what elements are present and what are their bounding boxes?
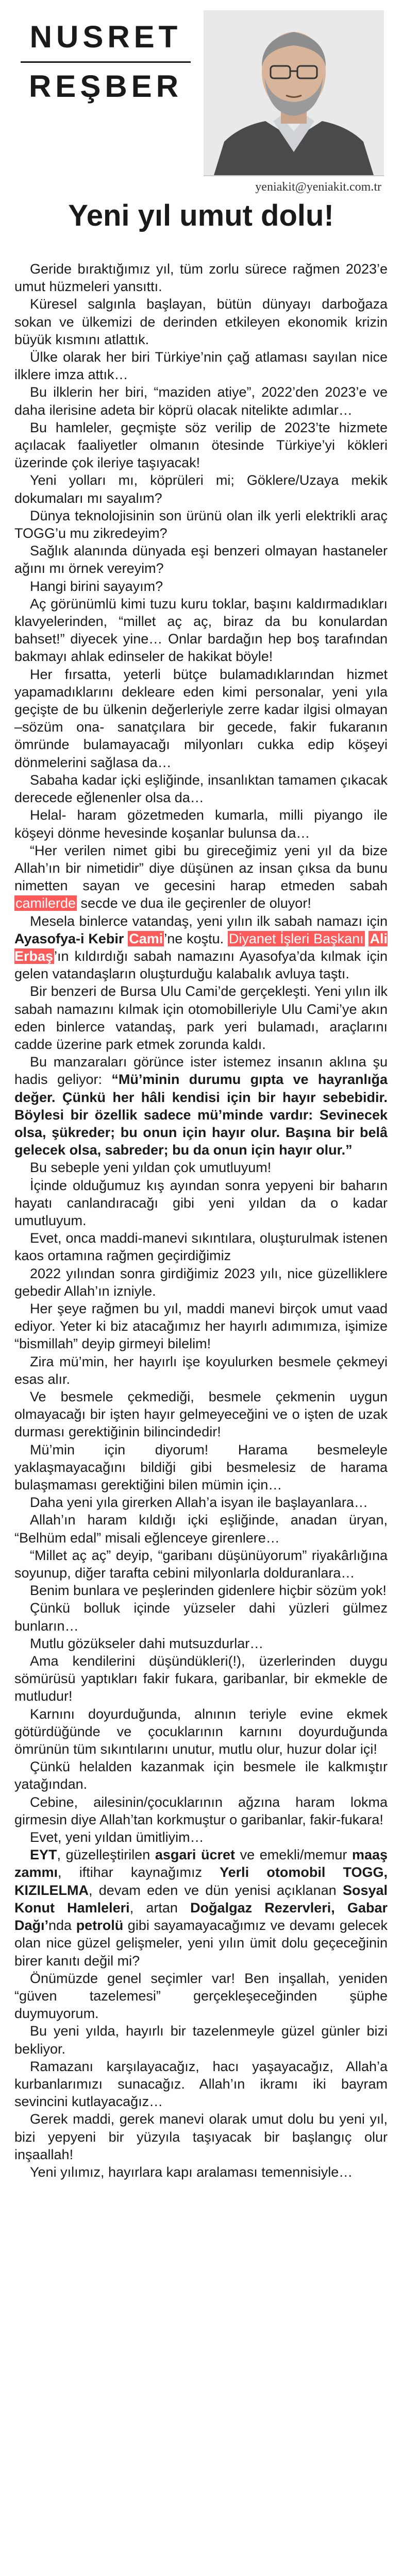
paragraph-text: Önümüzde genel seçimler var! Ben inşallah, yeniden “güven tazelemesi” gerçekleşeceğinden şüphe duymuyorum. — [14, 1970, 388, 2022]
article-paragraph — [14, 842, 388, 912]
article-paragraph — [14, 383, 388, 418]
article-paragraph — [14, 982, 388, 1053]
article-paragraph — [14, 1441, 388, 1494]
bold-text: Doğalgaz Rezervleri, Gabar Dağı’ — [14, 1900, 388, 1934]
article-paragraph — [14, 260, 388, 295]
bold-text: Yerli otomobil TOGG, KIZILELMA — [14, 1865, 388, 1898]
article-paragraph — [14, 1652, 388, 1705]
paragraph-text: Daha yeni yıla girerken Allah’a isyan ile başlayanlara… — [30, 1495, 368, 1511]
bold-text: Ayasofya-i Kebir — [14, 930, 124, 946]
article-paragraph — [14, 295, 388, 348]
bold-text: asgari ücret — [155, 1847, 236, 1863]
paragraph-text: , artan — [129, 1900, 191, 1916]
paragraph-text: Mesela binlerce vatandaş, yeni yılın ilk sabah namazı için — [30, 913, 388, 929]
paragraph-text: ve emekli/memur — [235, 1847, 352, 1863]
article-title: Yeni yıl umut dolu! — [68, 199, 334, 232]
article-paragraph — [14, 595, 388, 666]
paragraph-text: Yeni yılımız, hayırlara kapı aralaması temennisiyle… — [30, 2164, 353, 2180]
author-block — [21, 21, 191, 103]
article-paragraph — [14, 1053, 388, 1159]
paragraph-text: Çünkü bolluk içinde yüzseler dahi yüzleri gülmez bunların… — [14, 1600, 388, 1634]
article-paragraph — [14, 348, 388, 383]
paragraph-text: ’ne koştu. — [164, 930, 228, 946]
paragraph-text: Gerek maddi, gerek manevi olarak umut dolu bu yeni yıl, bizi yepyeni bir yüzyıla taşıyacak bir başlangıç olur inşaallah! — [14, 2111, 388, 2162]
paragraph-text: Yeni yolları mı, köprüleri mi; Göklere/Uzaya mekik dokumaları mı sayalım? — [14, 472, 388, 506]
paragraph-text: Sağlık alanında dünyada eşi benzeri olmayan hastaneler ağını mı örnek vereyim? — [14, 543, 388, 577]
paragraph-text: Karnını doyurduğunda, alnının teriyle evine ekmek götürdüğünde ve çocuklarının karnını doyurduğunda ömrünün tüm sıkıntılarını unutur, mutlu olur, huzur dolar içi! — [14, 1706, 388, 1757]
article-paragraph — [14, 2058, 388, 2111]
article-paragraph — [14, 912, 388, 983]
article-paragraph — [14, 1159, 388, 1176]
paragraph-text: İçinde olduğumuz kış ayından sonra yepyeni bir baharın hayatı canlandıracağı gibi yeni yıldan da o kadar umutluyum. — [14, 1177, 388, 1228]
paragraph-text: , devam eden ve dün yenisi açıklanan — [88, 1882, 343, 1898]
article-paragraph — [14, 1511, 388, 1546]
paragraph-text: gibi sayamayacağımız ve devamı gelecek olan nice güzel gelişmeler, yeni yılın ümit dolu geçeceğinin birer kanıtı değil mi? — [14, 1918, 388, 1969]
article-paragraph — [14, 2110, 388, 2163]
bold-text: petrolü — [76, 1918, 124, 1934]
bold-text: EYT — [30, 1847, 57, 1863]
paragraph-text: Ama kendilerini düşündükleri(!), üzerlerinden duygu sömürüsü yaptıkları fakir fukara, garibanlar, bir ekmekle de mutludur! — [14, 1653, 388, 1704]
paragraph-text: Geride bıraktığımız yıl, tüm zorlu sürece rağmen 2023’e umut hüzmeleri yansıttı. — [14, 261, 388, 295]
paragraph-text: Mutlu gözükseler dahi mutsuzdurlar… — [30, 1635, 264, 1651]
article-paragraph — [14, 806, 388, 841]
paragraph-text: “Millet aç aç” deyip, “garibanı düşünüyorum” riyakârlığına soyunup, diğer tarafta cebini milyonlarla dolduranlara… — [14, 1547, 388, 1581]
article-paragraph — [14, 542, 388, 577]
paragraph-text: Çünkü helalden kazanmak için besmele ile kalkmıştır yatağından. — [14, 1759, 388, 1792]
paragraph-text: Allah’ın haram kıldığı içki eşliğinde, anadan üryan, “Belhüm edal” misali eğlenceye girenlere… — [14, 1512, 388, 1546]
paragraph-text: nda — [48, 1918, 76, 1934]
article-paragraph — [14, 1547, 388, 1582]
article-paragraph — [14, 1599, 388, 1634]
paragraph-text: Ülke olarak her biri Türkiye’nin çağ atlaması sayılan nice ilklere imza attık… — [14, 349, 388, 383]
paragraph-text: Sabaha kadar içki eşliğinde, insanlıktan tamamen çıkacak derecede eğlenenler olsa da… — [14, 772, 388, 806]
paragraph-text: 2022 yılından sonra girdiğimiz 2023 yılı, nice güzelliklere gebedir Allah’ın izniyle. — [14, 1265, 388, 1299]
article-paragraph — [14, 1846, 388, 1969]
article-paragraph — [14, 1758, 388, 1793]
paragraph-text: Her fırsatta, yeterli bütçe bulamadıklarından hizmet yapamadıklarını dekleare eden kimi personalar, yeni yıla geçişte de bu ülkenin değerleriyle zerre kadar ilgisi olmayan –sözüm ona- sanatçılara bir gecede, fakir fukaranın ömründe bulamayacağı milyonları cukka edip köşeyi dönmelerini sağlasa da… — [14, 666, 388, 770]
paragraph-text: ’ın kıldırdığı sabah namazını Ayasofya’da kılmak için gelen vatandaşların oluşturduğu kalabalık avluya taştı. — [14, 948, 388, 982]
author-email: yeniakit@yeniakit.com.tr — [255, 180, 381, 194]
paragraph-text: Ramazanı karşılayacağız, hacı yaşayacağız, Allah’a kurbanlarımızı sunacağız. Allah’ın ikramı iki bayram sevincini kutlayacağız… — [14, 2058, 388, 2110]
article-paragraph — [14, 1265, 388, 1300]
article-paragraph — [14, 419, 388, 472]
article-paragraph — [14, 1177, 388, 1230]
article-paragraph — [14, 2022, 388, 2057]
author-last-name: REŞBER — [28, 69, 183, 104]
paragraph-text: , iftihar kaynağımız — [58, 1865, 220, 1880]
article-paragraph — [14, 578, 388, 595]
bold-text: Sosyal Konut Hamleleri — [14, 1882, 388, 1916]
article-paragraph — [14, 771, 388, 806]
author-first-name: NUSRET — [29, 20, 182, 54]
article-paragraph — [14, 1353, 388, 1388]
article-paragraph — [14, 1300, 388, 1353]
paragraph-text: Küresel salgınla başlayan, bütün dünyayı darboğaza sokan ve ülkemizi de derinden etkileyen ekonomik krizin büyük kısmını atlattık. — [14, 296, 388, 347]
article-paragraph — [14, 1229, 388, 1264]
article-paragraph — [14, 1828, 388, 1846]
paragraph-text: secde ve dua ile geçirenler de oluyor! — [77, 895, 311, 911]
article-paragraph — [14, 471, 388, 506]
paragraph-text: Bu manzaraları görünce ister istemez insanın aklına şu hadis geliyor: — [14, 1054, 388, 1088]
article-paragraph — [14, 1388, 388, 1441]
paragraph-text: “Her verilen nimet gibi bu gireceğimiz yeni yıl da bize Allah’ın bir nimetidir” diye düşünen az insan çıksa da bunu nimetten sayan ve gecesini harap etmeden sabah — [14, 842, 388, 894]
article-body — [14, 260, 388, 2181]
article-paragraph — [14, 1793, 388, 1828]
paragraph-text: Bu ilklerin her biri, “maziden atiye”, 2022’den 2023’e ve daha ilerisine adeta bir köprü olacak nitelikte adımlar… — [14, 384, 388, 418]
paragraph-text: Dünya teknolojisinin son ürünü olan ilk yerli elektrikli araç TOGG’u mu zikredeyim? — [14, 507, 388, 541]
article-paragraph — [14, 1494, 388, 1511]
article-paragraph — [14, 1970, 388, 2023]
highlighted-text: Diyanet İşleri Başkanı — [228, 930, 364, 946]
paragraph-text: Mü’min için diyorum! Harama besmeleyle yaklaşmayacağını bildiği gibi besmelesiz de harama bulaşmaması gerektiğini bilen mümin için… — [14, 1442, 388, 1493]
author-divider — [21, 61, 191, 63]
paragraph-text: Bu hamleler, geçmişte söz verilip de 2023’te hizmete açılacak faaliyetler olmanın ötesinde Türkiye’yi kökleri üzerinde çok ileriye taşıyacak! — [14, 419, 388, 471]
highlighted-text: Cami — [129, 930, 163, 946]
article-paragraph — [14, 1705, 388, 1758]
bold-text: maaş zammı — [14, 1847, 388, 1880]
paragraph-text: Helal- haram gözetmeden kumarla, milli piyango ile köşeyi dönme hevesinde koşanlar bulunsa da… — [14, 807, 388, 841]
article-paragraph — [14, 2163, 388, 2181]
paragraph-text: Bu sebeple yeni yıldan çok umutluyum! — [30, 1160, 272, 1176]
paragraph-text: Bir benzeri de Bursa Ulu Cami’de gerçekleşti. Yeni yılın ilk sabah namazını kılmak için otomobilleriyle Ulu Cami’ye akın eden binlerce vatandaş, park yeri bulamadı, araçlarını cadde üzerine park etmek zorunda kaldı. — [14, 984, 388, 1052]
highlighted-text: Ali Erbaş — [14, 930, 388, 964]
article-paragraph — [14, 507, 388, 542]
author-photo — [204, 10, 384, 176]
paragraph-text: , güzelleştirilen — [57, 1847, 155, 1863]
article-paragraph — [14, 1635, 388, 1652]
article-header — [0, 0, 402, 260]
paragraph-text: Ve besmele çekmediği, besmele çekmenin uygun olmayacağı bir işten hayır gelmeyeceğini ve o işten de uzak durması gerektiğinin bilincindedir! — [14, 1389, 388, 1440]
paragraph-text: Her şeye rağmen bu yıl, maddi manevi birçok umut vaad ediyor. Yeter ki biz atacağımız her hayırlı adımımıza, işimize “bismillah” deyip girmeyi bilelim! — [14, 1300, 388, 1352]
author-portrait-icon — [204, 10, 384, 175]
paragraph-text: Zira mü’min, her hayırlı işe koyulurken besmele çekmeyi esas alır. — [14, 1353, 388, 1387]
paragraph-text: Evet, onca maddi-manevi sıkıntılara, oluşturulmak istenen kaos ortamına rağmen geçirdiğimiz — [14, 1230, 388, 1264]
article-paragraph — [14, 1582, 388, 1599]
paragraph-text: Evet, yeni yıldan ümitliyim… — [30, 1829, 204, 1845]
article-paragraph — [14, 666, 388, 771]
paragraph-text: Bu yeni yılda, hayırlı bir tazelenmeyle güzel günler bizi bekliyor. — [14, 2023, 388, 2057]
bold-text: “Mü’minin durumu gıpta ve hayranlığa değer. Çünkü her hâli kendisi için bir hayır sebebidir. Böylesi bir özellik sadece mü’minde vardır: Sevinecek olsa, şükreder; bu onun için hayır olur. Başına bir belâ gelecek olsa, sabreder; bu da onun için hayır olur.” — [14, 1072, 388, 1158]
highlighted-text: camilerde — [15, 895, 76, 911]
paragraph-text: Aç görünümlü kimi tuzu kuru toklar, başını kaldırmadıkları klavyelerinden, “millet aç aç, biraz da bu konulardan bahset!” diyecek yine… Onlar bardağın hep boş tarafından bakmayı ahlak edinseler de hakikat böyle! — [14, 596, 388, 665]
paragraph-text: Hangi birini sayayım? — [30, 578, 163, 594]
paragraph-text: Benim bunlara ve peşlerinden gidenlere hiçbir sözüm yok! — [30, 1583, 387, 1599]
paragraph-text: Cebine, ailesinin/çocuklarının ağzına haram lokma girmesin diye Allah’tan korkmuştur o garibanlar, fakir-fukara! — [14, 1794, 388, 1827]
